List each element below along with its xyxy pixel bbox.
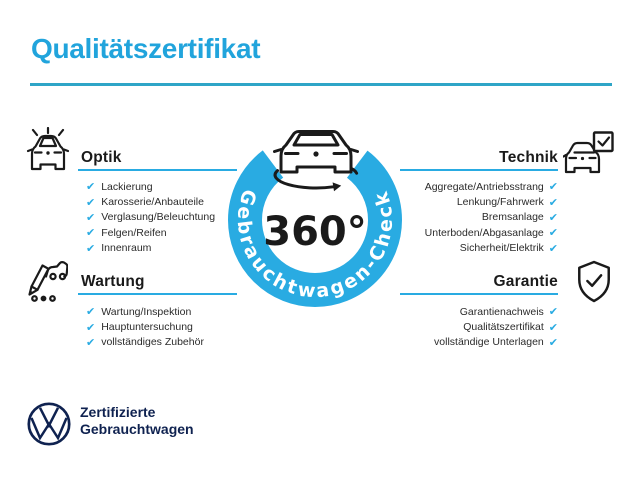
check-icon: ✔ [548,210,558,224]
item-label: Garantienachweis [459,305,544,318]
check-icon: ✔ [86,241,96,255]
list-item [86,319,256,334]
check-icon: ✔ [548,320,558,334]
section-header-optik: Optik [81,149,122,166]
item-label: Sicherheit/Elektrik [459,242,544,255]
item-label: Wartung/Inspektion [101,305,192,318]
item-label: Bremsanlage [481,211,544,224]
car-360-rotation-icon [275,132,358,192]
check-icon: ✔ [86,226,96,240]
section-rule-garantie [400,293,558,295]
check-icon: ✔ [548,226,558,240]
list-item [375,335,558,350]
page-title: Qualitätszertifikat [31,33,261,64]
section-header-technik: Technik [499,149,558,166]
check-icon: ✔ [86,195,96,209]
shiny-car-icon [26,127,70,173]
section-rule-technik [400,169,558,171]
check-icon: ✔ [86,180,96,194]
title-divider [30,83,612,86]
brand-wordmark [80,404,194,438]
badge-arc-label: Gebrauchtwagen-Check [232,186,398,303]
list-item [375,319,558,334]
item-label: Aggregate/Antriebsstrang [424,180,544,193]
item-label: Lenkung/Fahrwerk [456,196,544,209]
pencil-checklist-icon [22,256,68,302]
check-icon: ✔ [548,195,558,209]
section-rule-optik [78,169,237,171]
item-label: Karosserie/Anbauteile [101,196,204,209]
item-label: vollständiges Zubehör [101,336,204,349]
check-icon: ✔ [86,305,96,319]
check-icon: ✔ [548,305,558,319]
brand-line-1: Zertifizierte [80,404,156,420]
item-label: Felgen/Reifen [101,226,167,239]
check-icon: ✔ [86,320,96,334]
check-icon: ✔ [548,241,558,255]
item-label: vollständige Unterlagen [434,336,544,349]
section-rule-wartung [78,293,237,295]
vw-logo [26,401,72,447]
list-item [86,335,256,350]
section-header-garantie: Garantie [493,273,558,290]
check-icon: ✔ [86,210,96,224]
brand-line-2: Gebrauchtwagen [80,421,194,437]
item-label: Lackierung [101,180,153,193]
360-check-badge [225,119,405,313]
item-label: Qualitätszertifikat [463,321,544,334]
check-icon: ✔ [86,335,96,349]
badge-degrees-label: 360° [263,209,367,255]
car-checkbox-icon [563,131,615,175]
shield-check-icon [575,259,613,304]
item-label: Hauptuntersuchung [101,321,193,334]
check-icon: ✔ [548,180,558,194]
item-label: Verglasung/Beleuchtung [101,211,216,224]
item-label: Innenraum [101,242,152,255]
section-header-wartung: Wartung [81,273,145,290]
item-label: Unterboden/Abgasanlage [424,226,544,239]
check-icon: ✔ [548,335,558,349]
